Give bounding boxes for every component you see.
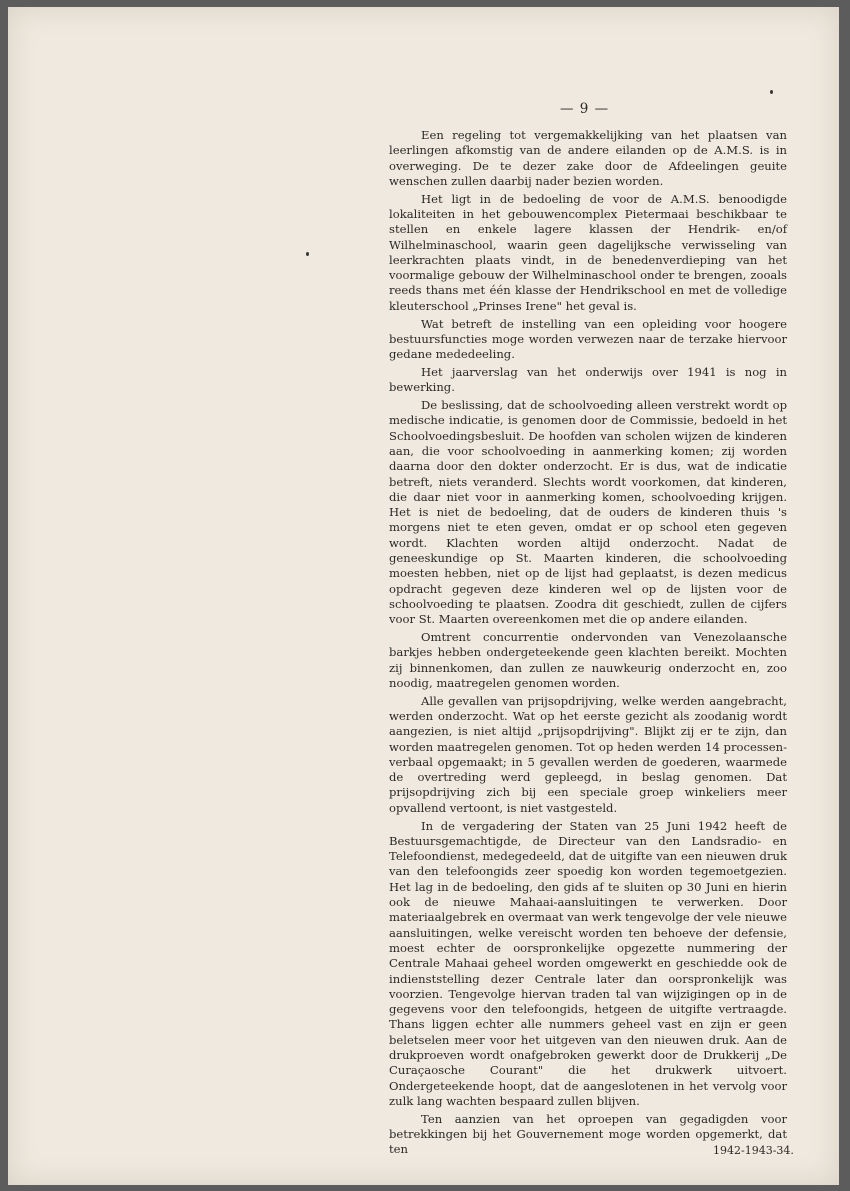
paragraph: De beslissing, dat de schoolvoeding alleen verstrekt wordt op medische indicatie, is genomen door de Commissie, bedoeld in het Schoolvoedingsbesluit. De hoofden van scholen wijzen de kinderen aan, die voor schoolvoeding in aanmerking komen; zij worden daarna door den dokter onderzocht. Er is dus, wat de indicatie betreft, niets veranderd. Slechts wordt voorkomen, dat kinderen, die daar niet voor in aanmerking komen, schoolvoeding krijgen. Het is niet de bedoeling, dat de ouders de kinderen thuis 's morgens niet te eten geven, omdat er op school eten gegeven wordt. Klachten worden altijd onderzocht. Nadat de geneeskundige op St. Maarten kinderen, die schoolvoeding moesten hebben, niet op de lijst had geplaatst, is dezen medicus opdracht gegeven deze kinderen wel op de lijsten voor de schoolvoeding te plaatsen. Zoodra dit geschiedt, zullen de cijfers voor St. Maarten overeenkomen met die op andere eilanden.: [389, 398, 787, 627]
paragraph: Een regeling tot vergemakkelijking van het plaatsen van leerlingen afkomstig van de andere eilanden op de A.M.S. is in overweging. De te dezer zake door de Afdeelingen geuite wenschen zullen daarbij nader bezien worden.: [389, 128, 787, 188]
paragraph: Omtrent concurrentie ondervonden van Venezolaansche barkjes hebben ondergeteekende geen klachten bereikt. Mochten zij binnenkomen, dan zullen ze nauwkeurig onderzocht en, zoo noodig, maatregelen genomen worden.: [389, 630, 787, 690]
paragraph: Alle gevallen van prijsopdrijving, welke werden aangebracht, werden onderzocht. Wat op het eerste gezicht als zoodanig wordt aangezien, is niet altijd „prijsopdrijving". Blijkt zij er te zijn, dan worden maatregelen genomen. Tot op heden werden 14 processen-verbaal opgemaakt; in 5 gevallen werden de goederen, waarmede de overtreding werd gepleegd, in beslag genomen. Dat prijsopdrijving zich bij een speciale groep winkeliers meer opvallend vertoont, is niet vastgesteld.: [389, 693, 787, 815]
document-body: [389, 128, 787, 1160]
paragraph: Wat betreft de instelling van een opleiding voor hoogere bestuursfuncties moge worden verwezen naar de terzake hiervoor gedane mededeeling.: [389, 316, 787, 362]
page-number: — 9 —: [560, 101, 610, 117]
paper-speck: [770, 90, 773, 94]
paragraph: Ten aanzien van het oproepen van gegadigden voor betrekkingen bij het Gouvernement moge worden opgemerkt, dat ten: [389, 1111, 787, 1157]
paragraph: Het jaarverslag van het onderwijs over 1941 is nog in bewerking.: [389, 364, 787, 395]
paragraph: In de vergadering der Staten van 25 Juni 1942 heeft de Bestuursgemachtigde, de Directeur van den Landsradio- en Telefoondienst, medegedeeld, dat de uitgifte van een nieuwen druk van den telefoongids zeer spoedig kon worden tegemoetgezien. Het lag in de bedoeling, den gids af te sluiten op 30 Juni en hierin ook de nieuwe Mahaai-aansluitingen te verwerken. Door materiaalgebrek en overmaat van werk tengevolge der vele nieuwe aansluitingen, welke vereischt worden ten behoeve der defensie, moest echter de oorspronkelijke opgezette nummering der Centrale Mahaai geheel worden omgewerkt en geschiedde ook de indienststelling dezer Centrale later dan oorspronkelijk was voorzien. Tengevolge hiervan traden tal van wijzigingen op in de gegevens voor den telefoongids, hetgeen de uitgifte vertraagde. Thans liggen echter alle nummers geheel vast en zijn er geen beletselen meer voor het uitgeven van den nieuwen druk. Aan de drukproeven wordt onafgebroken gewerkt door de Drukkerij „De Curaçaosche Courant" die het drukwerk uitvoert. Ondergeteekende hoopt, dat de aangeslotenen in het vervolg voor zulk lang wachten bespaard zullen blijven.: [389, 818, 787, 1108]
paper-speck: [306, 252, 309, 256]
paragraph: Het ligt in de bedoeling de voor de A.M.S. benoodigde lokaliteiten in het gebouwencomplex Pietermaai beschikbaar te stellen en enkele lagere klassen der Hendrik- en/of Wilhelminaschool, waarin geen dagelijksche verwisseling van leerkrachten plaats vindt, in de benedenverdieping van het voormalige gebouw der Wilhelminaschool onder te brengen, zooals reeds thans met één klasse der Hendrikschool en met de volledige kleuterschool „Prinses Irene" het geval is.: [389, 191, 787, 313]
document-reference: 1942-1943-34.: [713, 1144, 794, 1157]
